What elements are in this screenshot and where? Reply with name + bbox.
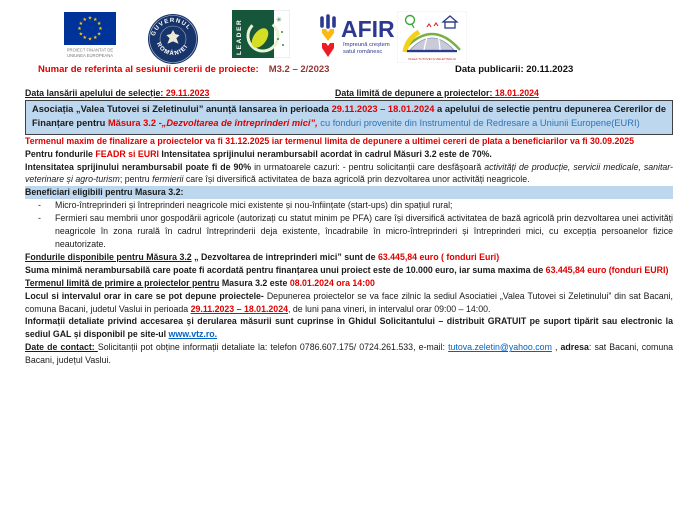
contact-text-4: , [551, 342, 561, 353]
svg-text:★: ★ [96, 31, 102, 38]
contact-text-2: Solicitanții pot obține informații detaliate la: telefon 0786.607.175/ 0724.261.533, e-mail: [97, 342, 449, 353]
svg-text:★: ★ [78, 20, 84, 27]
reference-line [38, 64, 329, 75]
info-text-1: Informații detaliate privind accesarea și derularea măsurii sunt cuprinse în Ghidul Solicitantului – distribuit GRATUIT pe suport tipărit sau electronic la sediul GAL și disponibil pe site-ul [25, 316, 673, 340]
gov-text-bottom: ROMÂNIEI [154, 41, 190, 58]
beneficiaries-heading: Beneficiari eligibili pentru Masura 3.2: [25, 186, 673, 199]
afir-icon [316, 14, 408, 60]
government-seal-icon [147, 13, 199, 65]
deadline-date-label: Data limită de depunere a proiectelor: [335, 88, 495, 98]
para-termen-limita [25, 277, 673, 290]
announcement-box [25, 100, 673, 135]
submission-deadline-value: 08.01.2024 ora 14:00 [289, 277, 375, 288]
box-text-3: cu fonduri provenite din Instrumentul de Redresare a Uniunii Europene(EURI) [317, 118, 640, 129]
para-informatii [25, 315, 673, 341]
intensity90-text-4: ; pentru [119, 174, 153, 185]
bullet-2-text: Fermieri sau membrii unor gospodării agricole (autorizați cu statut minim pe PFA) care își diversifică activitatea de bază agricolă prin dezvoltarea unei activități neagricole în zona rurală în cadrul întreprinderii deja existente, încadrabile în micro-întreprinderi și întreprinderi mici, cu excepția persoanelor fizice neautorizate. [55, 213, 673, 249]
leader-label: LEADER [236, 18, 243, 55]
funds-text-2: „ Dezvoltarea de intreprinderi mici” sunt de [191, 251, 378, 262]
funds-amount: 63.445,84 euro ( fonduri Euri) [377, 251, 500, 262]
contact-label: Date de contact: [25, 342, 98, 353]
afir-title: AFIR [341, 16, 395, 42]
svg-text:★: ★ [98, 26, 103, 33]
email-link[interactable]: tutova.zeletin@yahoo.com [448, 342, 552, 353]
intensity70-text-2: Intensitatea sprijinului nerambursabil acordat în cadrul Măsuri 3.2 este de 70%. [158, 148, 492, 159]
bullet-marker: - [38, 200, 41, 211]
para-intensitate-70 [25, 148, 673, 161]
dates-row [25, 87, 673, 100]
launch-date-line [25, 87, 335, 100]
document-body [25, 87, 673, 367]
svg-text:★: ★ [87, 15, 93, 22]
afir-logo [316, 14, 408, 65]
location-period: 29.11.2023 – 18.01.2024 [190, 303, 288, 314]
launch-date-label: Data lansării apelului de selecție: [25, 88, 166, 98]
limits-amount: 63.445,84 euro (fonduri EURI) [545, 264, 669, 275]
para-suma-limite [25, 264, 673, 277]
contact-text-6: : sat Bacani, comuna Bacani, județul Vaslui. [25, 342, 673, 366]
funds-label: Fondurile disponibile pentru Măsura 3.2 [25, 251, 192, 262]
para-contact [25, 341, 673, 367]
wheat-icon [322, 16, 334, 57]
location-label: Locul si intervalul orar in care se pot depune proiectele- [25, 290, 264, 301]
box-measure-name: „Dezvoltarea de întreprinderi mici”, [161, 118, 318, 129]
para-termen-maxim: Termenul maxim de finalizare a proiectelor va fi 31.12.2025 iar termenul limita de depunere a ultimei cereri de plata a beneficiarilor va fi 30.09.2025 [25, 135, 635, 146]
svg-text:★: ★ [92, 17, 98, 23]
launch-date-value: 29.11.2023 [165, 88, 210, 98]
box-text-1: Asociația „Valea Tutovei si Zeletinului” anunță lansarea în perioada [32, 103, 332, 114]
gal-icon [397, 11, 467, 63]
svg-text:★: ★ [82, 17, 88, 23]
bullet-marker: - [38, 213, 41, 224]
eu-flag-icon [62, 12, 118, 60]
svg-text:★: ★ [77, 26, 82, 33]
svg-text:★: ★ [82, 35, 88, 42]
website-link[interactable]: www.vtz.ro. [168, 329, 218, 340]
svg-text:✳: ✳ [276, 17, 282, 24]
intensity90-text-6: care își diversifică activitatea de baza agricolă prin dezvoltarea unor activități neagricole. [183, 174, 530, 185]
svg-text:★: ★ [96, 20, 102, 27]
afir-tagline-2: satul românesc [343, 49, 383, 55]
para-intensitate-90 [25, 161, 673, 187]
intensity70-text-1: Pentru fondurile [25, 148, 96, 159]
bullet-item-1 [25, 199, 673, 212]
box-period: 29.11.2023 – 18.01.2024 [331, 103, 435, 114]
eu-caption-line1: PROIECT FINANTAT DE [66, 47, 114, 53]
submission-deadline-label: Termenul limită de primire a proiectelor pentru [25, 277, 220, 288]
gov-text-top: GUVERNUL [150, 17, 192, 37]
bullet-item-2 [25, 212, 673, 251]
reference-value: M3.2 – 2/2023 [268, 64, 330, 75]
box-text-2: a apelului de selectie pentru depunerea Cererilor de Finanțare pentru [32, 103, 666, 129]
reference-label: Numar de referinta al sesiunii cererii de proiecte: [38, 64, 259, 75]
leader-icon [232, 10, 290, 58]
deadline-date-value: 18.01.2024 [494, 88, 539, 98]
gal-caption: VALEA TUTOVEI ȘI ZELETINULUI [407, 57, 457, 61]
intensity70-funds: FEADR si EURI [95, 148, 159, 159]
eu-flag-logo [62, 12, 118, 65]
gal-valea-tutovei-logo [397, 11, 467, 68]
svg-text:★: ★ [92, 35, 98, 42]
afir-tagline-1: împreună creștem [343, 42, 390, 48]
publication-date: Data publicarii: 20.11.2023 [455, 64, 574, 75]
leader-logo [232, 10, 290, 63]
intensity90-farmers: fermierii [152, 174, 184, 185]
bullet-1-text: Micro-întreprinderi și întreprinderi neagricole mici existente și nou-înființate (start-ups) din spațiul rural; [55, 200, 453, 211]
guvernul-romaniei-logo [147, 13, 199, 70]
deadline-date-line [335, 87, 673, 100]
contact-address-label: adresa [560, 342, 589, 353]
location-text-2: Depunerea proiectelor se va face zilnic la sediul Asociatiei „Valea Tutovei si Zeletinului” din sat Bacani, comuna Bacani, judetul Vaslui in perioada [25, 290, 673, 314]
submission-deadline-text-2: Masura 3.2 este [219, 277, 290, 288]
box-measure: Măsura 3.2 - [107, 118, 162, 129]
svg-text:★: ★ [78, 31, 84, 38]
eu-caption-line2: UNIUNEA EUROPEANA [66, 53, 114, 58]
location-text-4: , de luni pana vineri, in intervalul orar 09:00 – 14:00. [287, 303, 491, 314]
intensity90-lead: Intensitatea sprijinului nerambursabil poate fi de 90% [25, 161, 252, 172]
intensity90-activities: activități de producție, servicii medicale, sanitar- veterinare și agro-turism [25, 161, 673, 185]
para-locul-depunere [25, 290, 673, 316]
intensity90-text-2: in urmatoarele cazuri: - pentru solicitanții care desfășoară [251, 161, 485, 172]
limits-text-1: Suma minimă nerambursabilă care poate fi acordată pentru finanțarea unui proiect este de 10.000 euro, iar suma maxima de [25, 264, 546, 275]
svg-text:★: ★ [87, 36, 93, 43]
para-fonduri-disponibile [25, 251, 673, 264]
